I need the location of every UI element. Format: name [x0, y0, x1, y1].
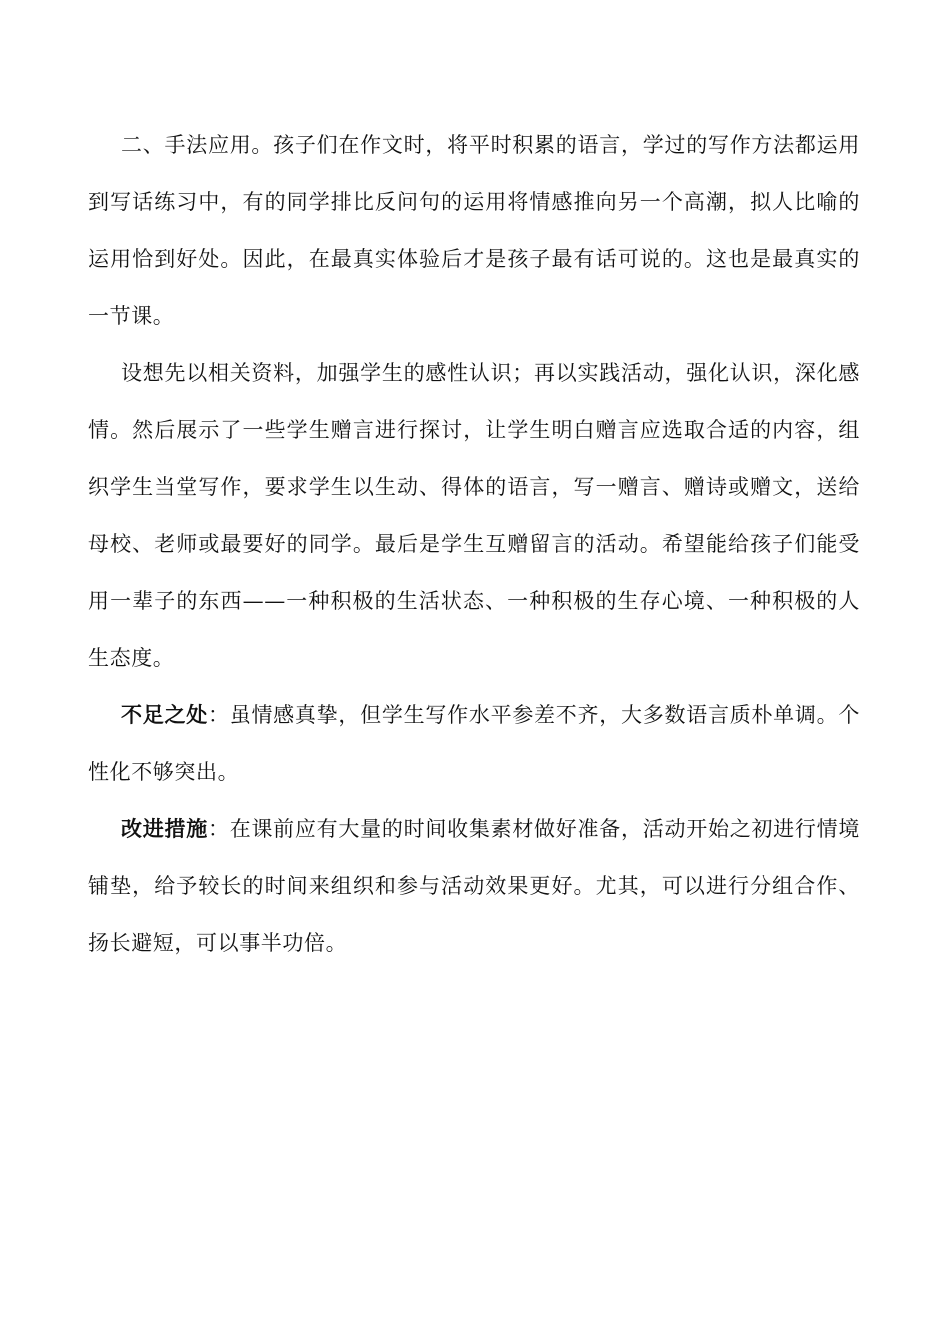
- paragraph-improvements: [88, 801, 860, 972]
- paragraph-text: 设想先以相关资料，加强学生的感性认识；再以实践活动，强化认识，深化感情。然后展示了一些学生赠言进行探讨，让学生明白赠言应选取合适的内容，组织学生当堂写作，要求学生以生动、得体的语言，写一赠言、赠诗或赠文，送给母校、老师或最要好的同学。最后是学生互赠留言的活动。希望能给孩子们能受用一辈子的东西——一种积极的生活状态、一种积极的生存心境、一种积极的人生态度。: [88, 361, 860, 670]
- paragraph-technique-application: [88, 117, 860, 345]
- paragraph-shortcomings: [88, 687, 860, 801]
- paragraph-text: 二、手法应用。孩子们在作文时，将平时积累的语言，学过的写作方法都运用到写话练习中，有的同学排比反问句的运用将情感推向另一个高潮，拟人比喻的运用恰到好处。因此，在最真实体验后才是孩子最有话可说的。这也是最真实的一节课。: [88, 133, 860, 328]
- shortcomings-heading: 不足之处: [121, 703, 208, 727]
- document-page: [88, 117, 860, 972]
- paragraph-text: ：在课前应有大量的时间收集素材做好准备，活动开始之初进行情境铺垫，给予较长的时间来组织和参与活动效果更好。尤其，可以进行分组合作、扬长避短，可以事半功倍。: [88, 817, 861, 955]
- paragraph-text: ：虽情感真挚，但学生写作水平参差不齐，大多数语言质朴单调。个性化不够突出。: [88, 703, 861, 784]
- improvements-heading: 改进措施: [121, 817, 208, 841]
- paragraph-design-idea: [88, 345, 860, 687]
